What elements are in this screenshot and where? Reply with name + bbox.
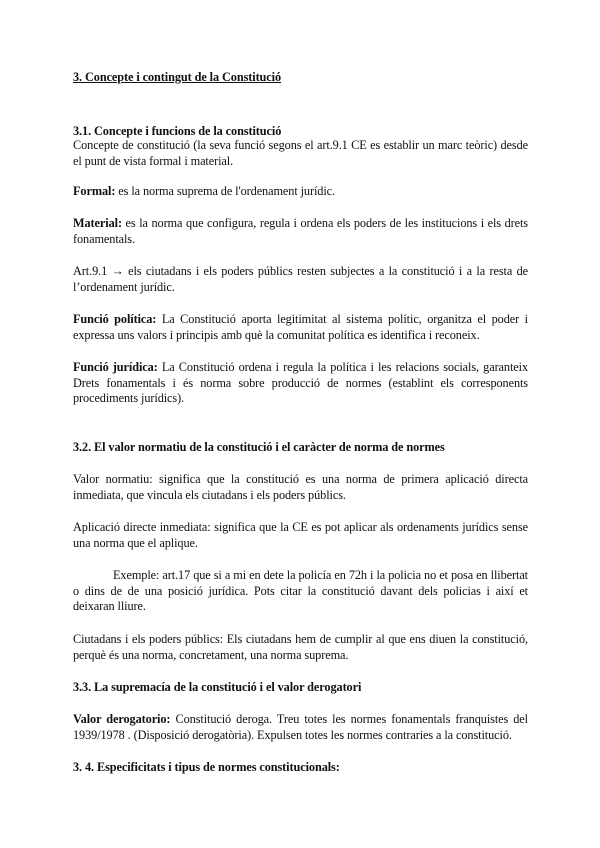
section-3-4-heading: 3. 4. Especificitats i tipus de normes constitucionals:	[73, 760, 340, 774]
valor-derogatori-text: Constitució deroga. Treu totes les normes fonamentals franquistes del 1939/1978 . (Disposició derogatòria). Expulsen totes les normes contraries a la constitució.	[73, 712, 528, 742]
section-3-1-heading: 3.1. Concepte i funcions de la constitució	[73, 124, 282, 138]
material-paragraph	[73, 216, 528, 247]
funcio-politica-text: La Constitució aporta legitimitat al sistema polític, organitza el poder i expressa uns valors i principis amb què la comunitat política es identifica i reconeix.	[73, 312, 528, 342]
formal-text: es la norma suprema de l'ordenament jurídic.	[115, 184, 335, 198]
document-title: 3. Concepte i contingut de la Constitució	[73, 70, 282, 84]
section-3-3-heading: 3.3. La supremacía de la constitució i el valor derogatori	[73, 680, 362, 694]
ciutadans-paragraph: Ciutadans i els poders públics: Els ciutadans hem de cumplir al que ens diuen la constitució, perquè és una norma, concretament, una norma suprema.	[73, 632, 528, 662]
formal-paragraph	[73, 184, 528, 200]
funcio-juridica-paragraph	[73, 360, 528, 407]
valor-derogatori-label: Valor derogatorio:	[73, 712, 171, 726]
funcio-juridica-text: La Constitució ordena i regula la política i les relacions socials, garanteix Drets fonamentals i és norma sobre producció de normes (establint els corresponents procediments jurídics).	[73, 360, 529, 406]
aplicacio-directe-paragraph: Aplicació directe inmediata: significa que la CE es pot aplicar als ordenaments jurídics sense una norma que el aplique.	[73, 520, 528, 550]
formal-label: Formal:	[73, 184, 116, 198]
valor-derogatori-paragraph	[73, 712, 528, 743]
valor-normatiu-paragraph: Valor normatiu: significa que la constitució es una norma de primera aplicació directa inmediata, que vincula els ciutadans i els poders públics.	[73, 472, 528, 502]
art-9-1-paragraph: Art.9.1 → els ciutadans i els poders públics resten subjectes a la constitució i a la resta de l’ordenament jurídic.	[73, 264, 528, 294]
exemple-paragraph: Exemple: art.17 que si a mi en dete la policía en 72h i la policia no et posa en llibertat o dins de de una posició jurídica. Pots citar la constitució davant dels policias i així et deixaran lliure.	[73, 568, 528, 614]
funcio-politica-paragraph	[73, 312, 528, 343]
section-3-1-intro: Concepte de constitució (la seva funció segons el art.9.1 CE es establir un marc teòric) desde el punt de vista formal i material.	[73, 138, 528, 168]
funcio-juridica-label: Funció jurídica:	[73, 360, 158, 374]
section-3-2-heading: 3.2. El valor normatiu de la constitució i el caràcter de norma de normes	[73, 440, 445, 454]
material-text: es la norma que configura, regula i ordena els poders de les institucions i els drets fonamentals.	[73, 216, 528, 246]
funcio-politica-label: Funció política:	[73, 312, 157, 326]
material-label: Material:	[73, 216, 122, 230]
